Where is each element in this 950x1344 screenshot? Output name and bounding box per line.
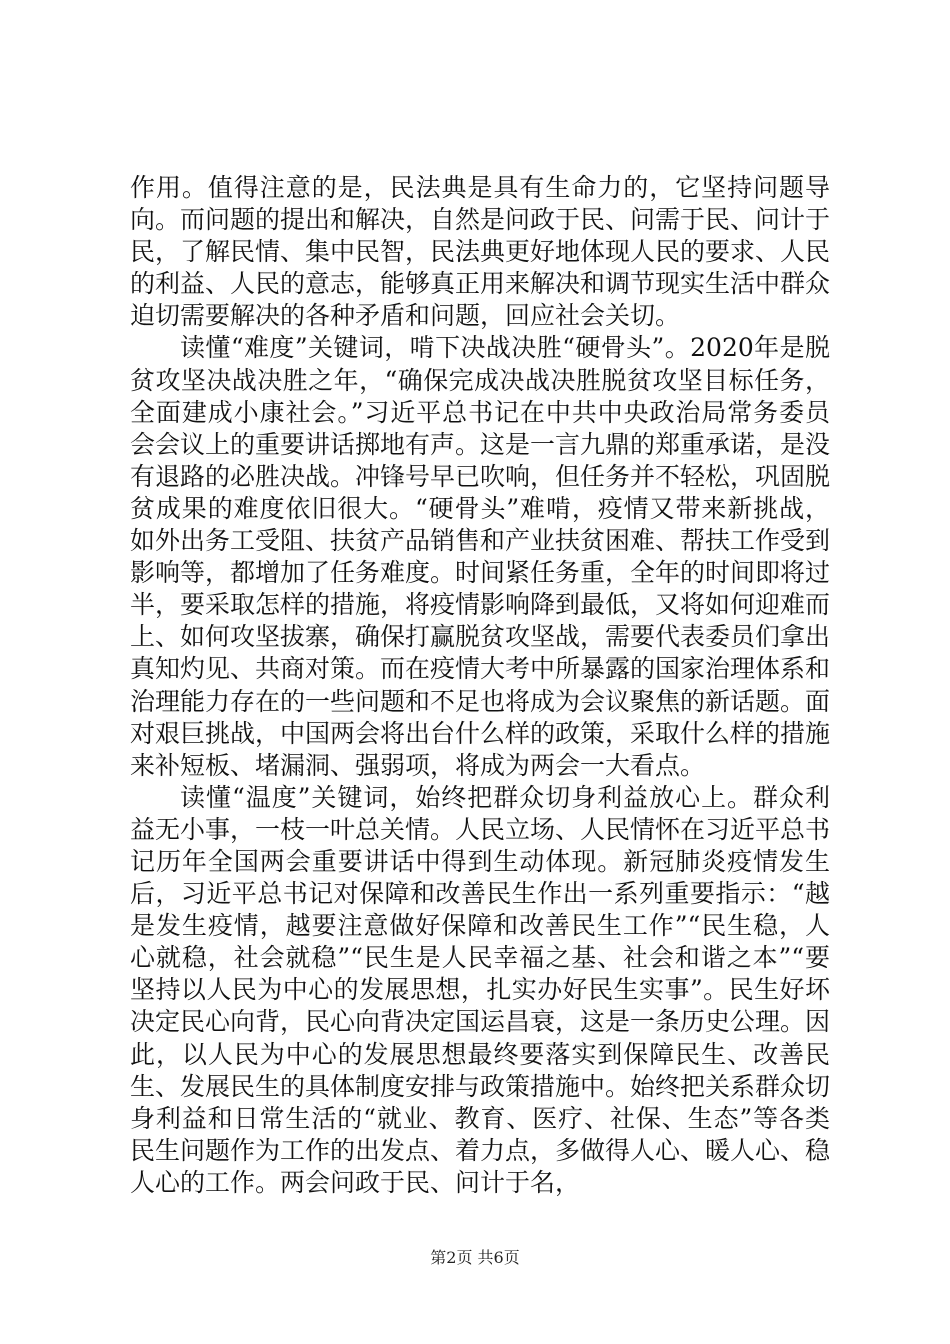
document-body — [130, 172, 830, 1199]
paragraph-difficulty: 读懂“难度”关键词，啃下决战决胜“硬骨头”。2020年是脱贫攻坚决战决胜之年，“确保完成决战决胜脱贫攻坚目标任务，全面建成小康社会。”习近平总书记在中共中央政治局常务委员会会议上的重要讲话掷地有声。这是一言九鼎的郑重承诺，是没有退路的必胜决战。冲锋号早已吹响，但任务并不轻松，巩固脱贫成果的难度依旧很大。“硬骨头”难啃，疫情又带来新挑战，如外出务工受阻、扶贫产品销售和产业扶贫困难、帮扶工作受到影响等，都增加了任务难度。时间紧任务重，全年的时间即将过半，要采取怎样的措施，将疫情影响降到最低，又将如何迎难而上、如何攻坚拔寨，确保打赢脱贫攻坚战，需要代表委员们拿出真知灼见、共商对策。而在疫情大考中所暴露的国家治理体系和治理能力存在的一些问题和不足也将成为会议聚焦的新话题。面对艰巨挑战，中国两会将出台什么样的政策，采取什么样的措施来补短板、堵漏洞、强弱项，将成为两会一大看点。 — [130, 333, 831, 780]
paragraph-continuation: 作用。值得注意的是，民法典是具有生命力的，它坚持问题导向。而问题的提出和解决，自然是问政于民、问需于民、问计于民，了解民情、集中民智，民法典更好地体现人民的要求、人民的利益、人民的意志，能够真正用来解决和调节现实生活中群众迫切需要解决的各种矛盾和问题，回应社会关切。 — [130, 173, 831, 331]
page-number-footer: 第2页 共6页 — [430, 1248, 520, 1267]
paragraph-warmth: 读懂“温度”关键词，始终把群众切身利益放心上。群众利益无小事，一枝一叶总关情。人民立场、人民情怀在习近平总书记历年全国两会重要讲话中得到生动体现。新冠肺炎疫情发生后，习近平总书记对保障和改善民生作出一系列重要指示：“越是发生疫情，越要注意做好保障和改善民生工作”“民生稳，人心就稳，社会就稳”“民生是人民幸福之基、社会和谐之本”“要坚持以人民为中心的发展思想，扎实办好民生实事”。民生好坏决定民心向背，民心向背决定国运昌衰，这是一条历史公理。因此，以人民为中心的发展思想最终要落实到保障民生、改善民生、发展民生的具体制度安排与政策措施中。始终把关系群众切身利益和日常生活的“就业、教育、医疗、社保、生态”等各类民生问题作为工作的出发点、着力点，多做得人心、暖人心、稳人心的工作。两会问政于民、问计于名， — [130, 782, 831, 1197]
